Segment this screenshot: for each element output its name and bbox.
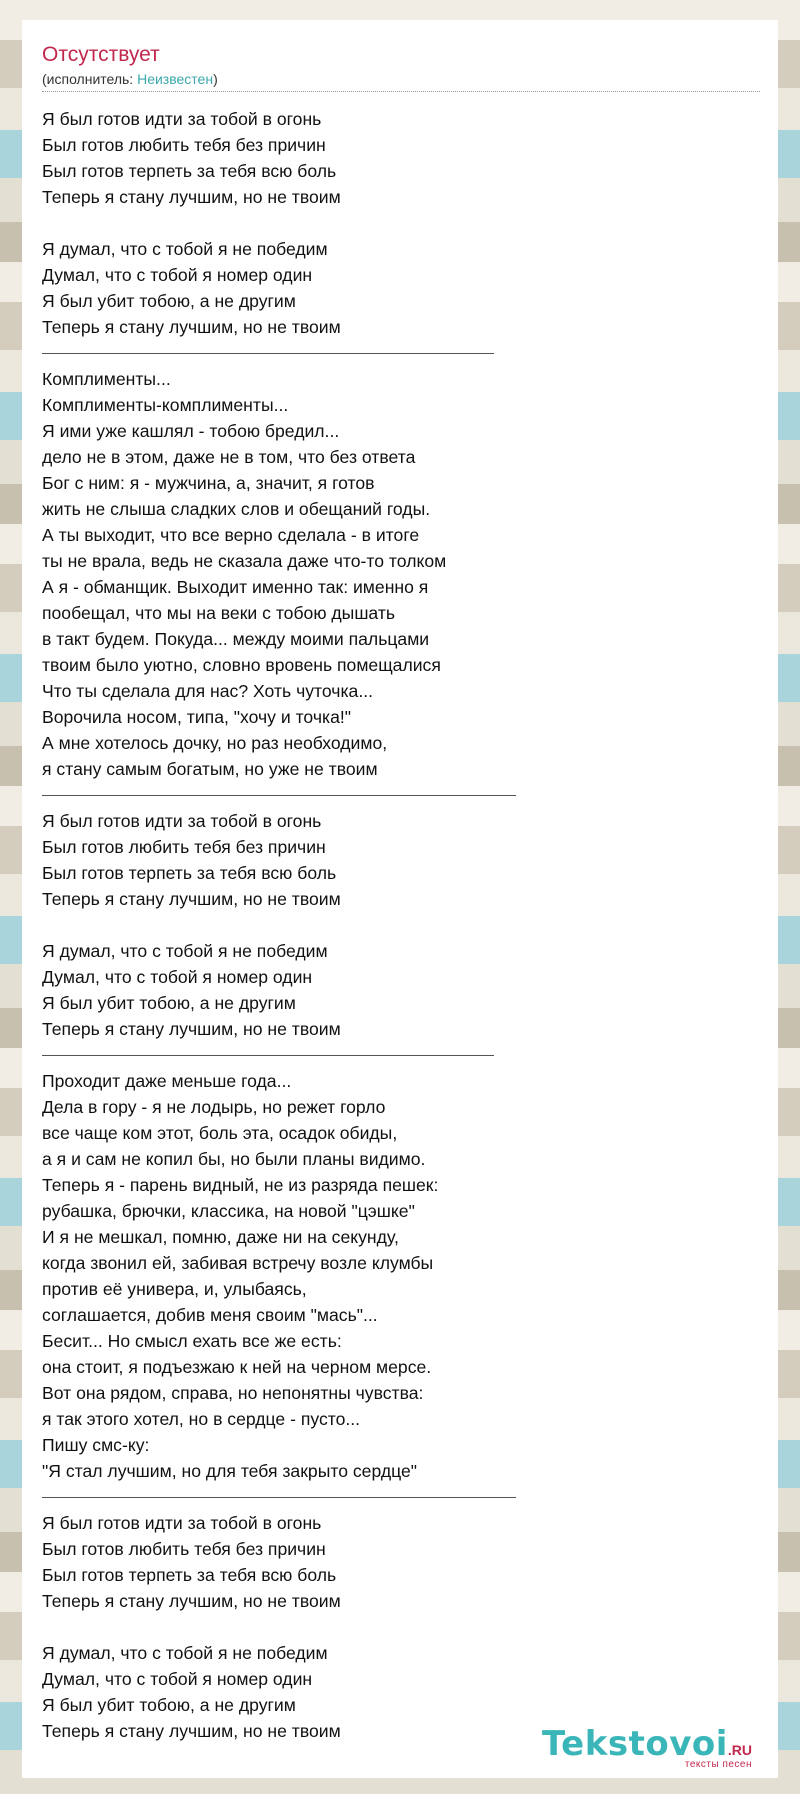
lyric-line: Я был убит тобою, а не другим [42, 291, 296, 311]
lyric-line: Был готов любить тебя без причин [42, 135, 326, 155]
lyric-line: Теперь я - парень видный, не из разряда пешек: [42, 1175, 439, 1195]
lyric-line: когда звонил ей, забивая встречу возле клумбы [42, 1253, 434, 1273]
lyric-line: Проходит даже меньше года... [42, 1071, 292, 1091]
stanza-gap [42, 1614, 760, 1640]
lyric-line: "Я стал лучшим, но для тебя закрыто сердце" [42, 1461, 418, 1481]
lyric-line: я стану самым богатым, но уже не твоим [42, 759, 378, 779]
lyric-line: Думал, что с тобой я номер один [42, 265, 313, 285]
lyric-line: Был готов терпеть за тебя всю боль [42, 161, 337, 181]
lyric-line: Был готов любить тебя без причин [42, 1539, 326, 1559]
lyric-line: Я был готов идти за тобой в огонь [42, 1513, 322, 1533]
lyric-line: Думал, что с тобой я номер один [42, 1669, 313, 1689]
performer-suffix: ) [213, 71, 218, 87]
lyric-line: Комплименты... [42, 369, 171, 389]
lyric-line: Вот она рядом, справа, но непонятны чувства: [42, 1383, 424, 1403]
lyric-line: Теперь я стану лучшим, но не твоим [42, 889, 341, 909]
lyric-line: пообещал, что мы на веки с тобою дышать [42, 603, 396, 623]
lyric-line: Теперь я стану лучшим, но не твоим [42, 1721, 341, 1741]
lyric-line: Что ты сделала для нас? Хоть чуточка... [42, 681, 373, 701]
song-title: Отсутствует [42, 43, 160, 66]
lyric-line: Ворочила носом, типа, "хочу и точка!" [42, 707, 351, 727]
lyric-line: Был готов любить тебя без причин [42, 837, 326, 857]
lyric-line: Я был убит тобою, а не другим [42, 1695, 296, 1715]
lyric-line: А мне хотелось дочку, но раз необходимо, [42, 733, 388, 753]
lyric-line: Я думал, что с тобой я не победим [42, 941, 328, 961]
lyric-line: Дела в гору - я не лодырь, но режет горло [42, 1097, 386, 1117]
performer-line [42, 70, 760, 88]
logo-tagline: тексты песен [684, 1759, 752, 1770]
logo-domain: .RU [727, 1742, 752, 1758]
lyric-line: А я - обманщик. Выходит именно так: именно я [42, 577, 429, 597]
lyric-line: Я был убит тобою, а не другим [42, 993, 296, 1013]
lyrics-body [42, 106, 760, 1744]
lyric-line: а я и сам не копил бы, но были планы видимо. [42, 1149, 426, 1169]
section-separator [42, 782, 516, 796]
lyric-line: Я ими уже кашлял - тобою бредил... [42, 421, 340, 441]
lyric-line: Теперь я стану лучшим, но не твоим [42, 1019, 341, 1039]
lyric-line: Был готов терпеть за тебя всю боль [42, 1565, 337, 1585]
lyric-line: я так этого хотел, но в сердце - пусто... [42, 1409, 361, 1429]
lyric-line: Был готов терпеть за тебя всю боль [42, 863, 337, 883]
lyric-line: жить не слыша сладких слов и обещаний годы. [42, 499, 431, 519]
lyric-line: в такт будем. Покуда... между моими пальцами [42, 629, 430, 649]
lyric-line: Я был готов идти за тобой в огонь [42, 109, 322, 129]
lyric-line: она стоит, я подъезжаю к ней на черном мерсе. [42, 1357, 432, 1377]
section-separator [42, 340, 494, 354]
performer-link[interactable]: Неизвестен [137, 71, 214, 87]
stanza-gap [42, 210, 760, 236]
lyric-line: А ты выходит, что все верно сделала - в итоге [42, 525, 420, 545]
section-separator [42, 1042, 494, 1056]
lyric-line: дело не в этом, даже не в том, что без ответа [42, 447, 416, 467]
lyric-line: Теперь я стану лучшим, но не твоим [42, 1591, 341, 1611]
site-logo[interactable] [542, 1724, 752, 1770]
lyric-line: Думал, что с тобой я номер один [42, 967, 313, 987]
stanza-gap [42, 912, 760, 938]
lyric-line: Пишу смс-ку: [42, 1435, 150, 1455]
lyric-line: твоим было уютно, словно вровень помещалися [42, 655, 441, 675]
lyric-line: Я думал, что с тобой я не победим [42, 1643, 328, 1663]
lyric-line: Теперь я стану лучшим, но не твоим [42, 317, 341, 337]
lyric-line: рубашка, брючки, классика, на новой "цэшке" [42, 1201, 415, 1221]
performer-prefix: (исполнитель: [42, 71, 138, 87]
lyric-line: против её универа, и, улыбаясь, [42, 1279, 307, 1299]
lyric-line: Теперь я стану лучшим, но не твоим [42, 187, 341, 207]
lyric-line: И я не мешкал, помню, даже ни на секунду, [42, 1227, 399, 1247]
lyric-line: ты не врала, ведь не сказала даже что-то толком [42, 551, 447, 571]
lyric-line: Я был готов идти за тобой в огонь [42, 811, 322, 831]
lyric-line: Бесит... Но смысл ехать все же есть: [42, 1331, 342, 1351]
lyric-line: Бог с ним: я - мужчина, а, значит, я готов [42, 473, 375, 493]
lyric-line: Комплименты-комплименты... [42, 395, 289, 415]
lyric-line: Я думал, что с тобой я не победим [42, 239, 328, 259]
lyrics-card [22, 20, 778, 1778]
lyric-line: соглашается, добив меня своим "мась"... [42, 1305, 378, 1325]
section-separator [42, 1484, 516, 1498]
logo-name: Tekstovoi [542, 1724, 728, 1764]
lyric-line: все чаще ком этот, боль эта, осадок обиды, [42, 1123, 398, 1143]
header-divider [42, 91, 760, 92]
